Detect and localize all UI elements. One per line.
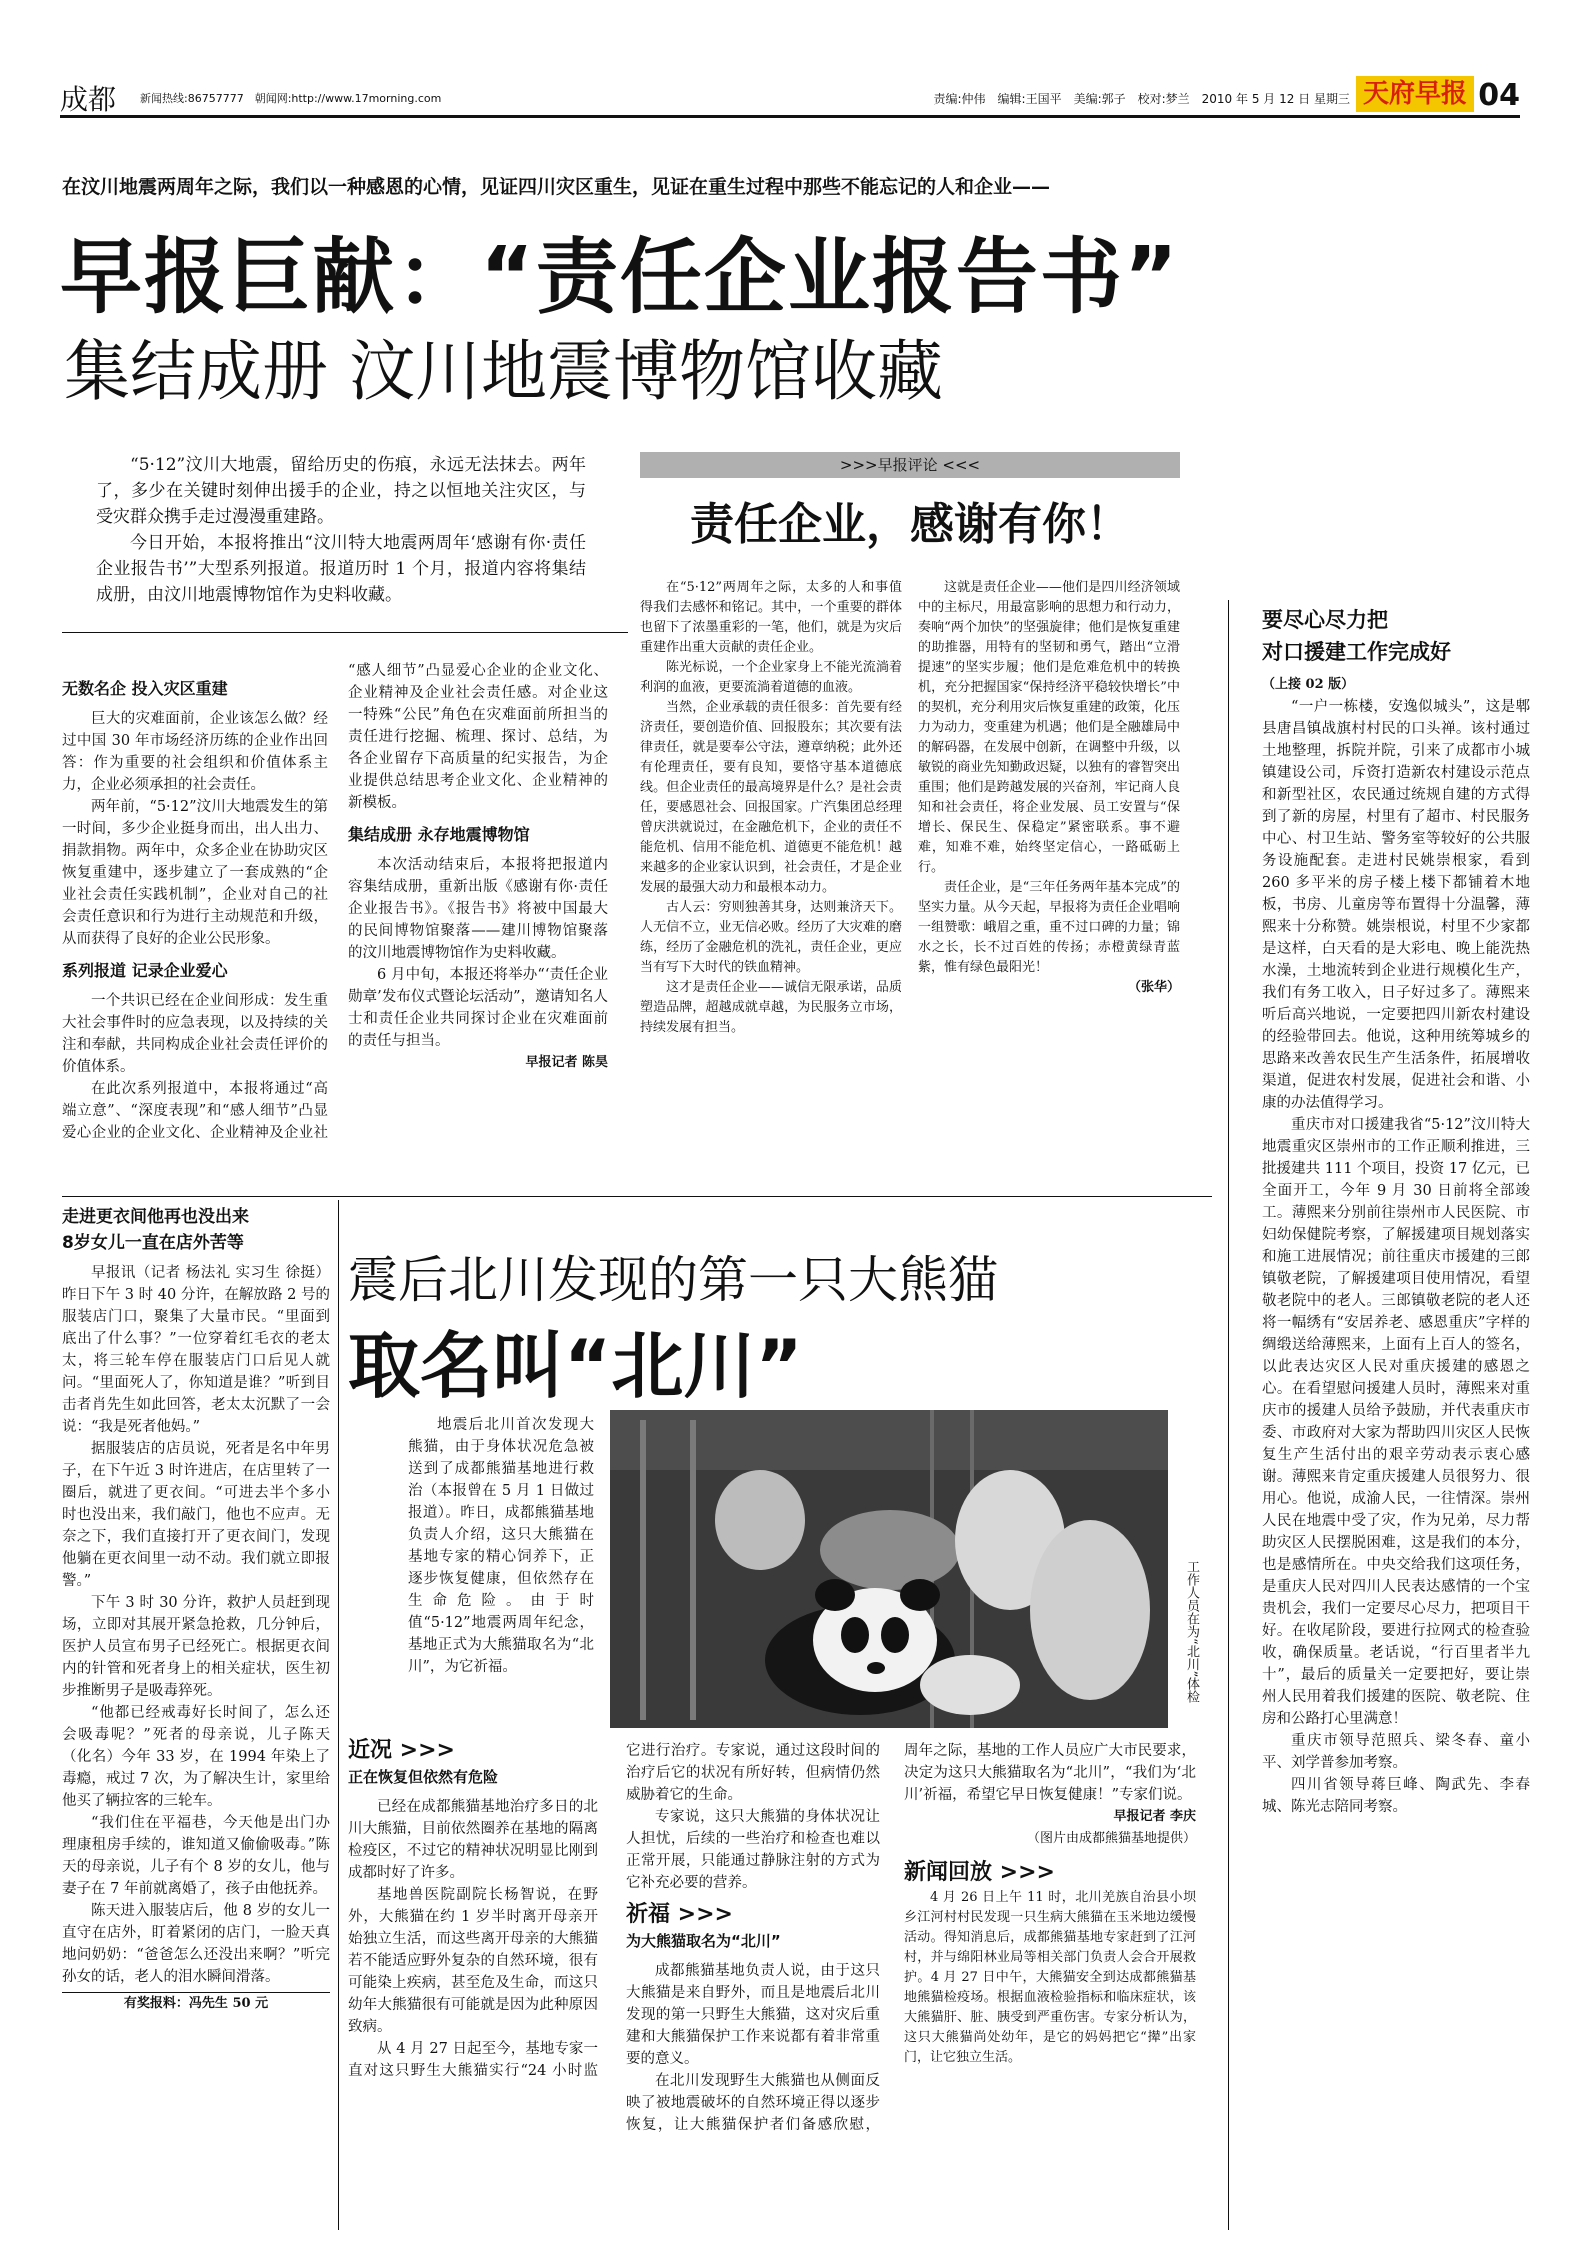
page-header bbox=[60, 78, 1520, 118]
panda-subheadline: 取名叫“北川” bbox=[348, 1324, 803, 1408]
commentary-p7: 责任企业，是“三年任务两年基本完成”的坚实力量。从今天起，早报将为责任企业唱响一组赞歌：峨眉之重，重不过口碑的力量；锦水之长，长不过百姓的传扬；赤橙黄绿青蓝紫，惟有绿色最阳光！ bbox=[918, 880, 1180, 975]
commentary-byline: （张华） bbox=[1127, 980, 1180, 995]
news-left-p2: 据服装店的店员说，死者是名中年男子，在下午近 3 时许进店，在店里转了一圈后，就进了更衣间。“可进去半个多小时也没出来，我们敲门，他也不应声。无奈之下，我们直接打开了更衣间门，发现他躺在更衣间里一动不动。我们就立即报警。” bbox=[62, 1441, 330, 1589]
commentary-p5: 这才是责任企业——诚信无限承诺，品质塑造品牌，超越成就卓越，为民服务立市场，持续发展有担当。 bbox=[640, 980, 902, 1035]
editors-text: 责编:仲伟 编辑:王国平 美编:郭子 校对:梦兰 2010 年 5 月 12 日 星期三 bbox=[933, 92, 1350, 106]
sidebar-title-1: 要尽心尽力把 bbox=[1262, 608, 1388, 632]
sidebar-continued: （上接 02 版） bbox=[1262, 677, 1355, 692]
commentary-title: 责任企业，感谢有你！ bbox=[690, 499, 1130, 550]
news-left-p4: “他都已经戒毒好长时间了，怎么还会吸毒呢？”死者的母亲说，儿子陈天（化名）今年 33 岁，在 1994 年染上了毒瘾，戒过 7 次，为了解决生计，家里给他买了辆拉客的三轮车。 bbox=[62, 1705, 330, 1809]
panda-photo-credit: （图片由成都熊猫基地提供） bbox=[1026, 1831, 1196, 1846]
news-left-title-1: 走进更衣间他再也没出来 bbox=[62, 1207, 249, 1227]
panda-s1-p3: 从 4 月 27 日起至今，基地专家一直对这只野生大熊猫实行“24 小时监 bbox=[348, 2041, 598, 2079]
panda-byline: 早报记者 李庆 bbox=[1113, 1809, 1196, 1824]
lead-col-1 bbox=[62, 668, 328, 1144]
panda-s1-sub: 正在恢复但依然有危险 bbox=[348, 1768, 499, 1786]
panda-s1-p1: 已经在成都熊猫基地治疗多日的北川大熊猫，目前依然圈养在基地的隔离检疫区，不过它的精神状况明显比刚到成都时好了许多。 bbox=[348, 1799, 598, 1881]
sidebar-body bbox=[1262, 674, 1530, 1818]
panda-col-2 bbox=[626, 1740, 880, 2136]
divider bbox=[62, 632, 628, 633]
lead-p4-cont: “感人细节”凸显爱心企业的企业文化、企业精神及企业社会责任感。对企业这一特殊“公民”角色在灾难面前所担当的责任进行挖掘、梳理、探讨、总结，为各企业留存下高质量的纪实报告，为企业提供总结思考企业文化、企业精神的新模板。 bbox=[348, 663, 608, 811]
commentary-col-2 bbox=[918, 578, 1180, 998]
panda-s3-p1: 4 月 26 日上午 11 时，北川羌族自治县小坝乡江河村村民发现一只生病大熊猫在玉米地边缓慢活动。得知消息后，成都熊猫基地专家赶到了江河村，并与绵阳林业局等相关部门负责人会合开展救护。4 月 27 日中午，大熊猫安全到达成都熊猫基地熊猫检疫场。根据血液检验指标和临床症状，该大熊猫肝、脏、胰受到严重伤害。专家分析认为，这只大熊猫尚处幼年，是它的妈妈把它“撵”出家门，让它独立生活。 bbox=[904, 1890, 1196, 2065]
divider bbox=[1228, 600, 1229, 2230]
panda-s3-head: 新闻回放 >>> bbox=[904, 1860, 1055, 1885]
lead-subheadline: 集结成册 汶川地震博物馆收藏 bbox=[64, 333, 943, 410]
sidebar-title bbox=[1262, 604, 1522, 668]
commentary-p2: 陈光标说，一个企业家身上不能光流淌着利润的血液，更要流淌着道德的血液。 bbox=[640, 660, 902, 695]
lead-col-2 bbox=[348, 660, 608, 1074]
hotline-text: 新闻热线:86757777 朝闻网:http://www.17morning.com bbox=[140, 92, 442, 105]
panda-s2-p2-cont: 周年之际，基地的工作人员应广大市民要求，决定为这只大熊猫取名为“北川”，“我们为‘北川’祈福，希望它早日恢复健康！”专家们说。 bbox=[904, 1743, 1196, 1803]
panda-s2-sub: 为大熊猫取名为“北川” bbox=[626, 1932, 781, 1950]
news-left-reward: 有奖报料：冯先生 50 元 bbox=[62, 1992, 330, 2015]
panda-s1-head: 近况 >>> bbox=[348, 1738, 455, 1763]
commentary-p1: 在“5·12”两周年之际，太多的人和事值得我们去感怀和铭记。其中，一个重要的群体也留下了浓墨重彩的一笔，他们，就是为灾后重建作出重大贡献的责任企业。 bbox=[640, 580, 902, 655]
panda-s1-p4: 专家说，这只大熊猫的身体状况让人担忧，后续的一些治疗和检查也难以正常开展，只能通过静脉注射的方式为它补充必要的营养。 bbox=[626, 1809, 880, 1891]
panda-photo bbox=[610, 1410, 1168, 1728]
sidebar-p3: 重庆市领导范照兵、梁冬春、童小平、刘学普参加考察。 bbox=[1262, 1733, 1530, 1771]
panda-s2-p2: 在北川发现野生大熊猫也从侧面反映了被地震破坏的自然环境正得以逐步恢复，让大熊猫保护者们备感欣慰， bbox=[626, 2073, 880, 2133]
panda-col-3 bbox=[904, 1740, 1196, 2068]
commentary-p4: 古人云：穷则独善其身，达则兼济天下。人无信不立，业无信必败。经历了大灾难的磨练，经历了金融危机的洗礼，责任企业，更应当有写下大时代的铁血精神。 bbox=[640, 900, 902, 975]
news-left-p1: 早报讯（记者 杨法礼 实习生 徐挺）昨日下午 3 时 40 分许，在解放路 2 号的服装店门口，聚集了大量市民。“里面到底出了什么事？”一位穿着红毛衣的老太太，将三轮车停在服装店门口后见人就问。“里面死人了，你知道是谁？”听到目击者肖先生如此回答，老太太沉默了一会说：“我是死者他妈。” bbox=[62, 1265, 330, 1435]
masthead-logo: 天府早报 bbox=[1356, 76, 1474, 112]
lead-p6: 6 月中旬，本报还将举办“‘责任企业勋章’发布仪式暨论坛活动”，邀请知名人士和责任企业共同探讨企业在灾难面前的责任与担当。 bbox=[348, 967, 608, 1049]
panda-col-1 bbox=[348, 1740, 598, 2082]
lead-byline: 早报记者 陈昊 bbox=[525, 1055, 608, 1070]
lead-p5: 本次活动结束后，本报将把报道内容集结成册，重新出版《感谢有你·责任企业报告书》。《报告书》将被中国最大的民间博物馆聚落——建川博物馆聚落的汶川地震博物馆作为史料收藏。 bbox=[348, 857, 608, 961]
lead-kicker: 在汶川地震两周年之际，我们以一种感恩的心情，见证四川灾区重生，见证在重生过程中那些不能忘记的人和企业—— bbox=[62, 176, 1051, 198]
lead-sub3: 集结成册 永存地震博物馆 bbox=[348, 825, 530, 844]
news-left-p3: 下午 3 时 30 分许，救护人员赶到现场，立即对其展开紧急抢救，几分钟后，医护人员宣布男子已经死亡。根据更衣间内的针管和死者身上的相关症状，医生初步推断男子是吸毒猝死。 bbox=[62, 1595, 330, 1699]
panda-s1-p2: 基地兽医院副院长杨智说，在野外，大熊猫在约 1 岁半时离开母亲开始独立生活，而这些离开母亲的大熊猫若不能适应野外复杂的自然环境，很有可能染上疾病，甚至危及生命，而这只幼年大熊猫很有可能就是因为此种原因致病。 bbox=[348, 1887, 598, 2035]
panda-photo-image bbox=[610, 1410, 1168, 1728]
panda-s2-head: 祈福 >>> bbox=[626, 1902, 733, 1927]
commentary-bar: >>>早报评论 <<< bbox=[640, 452, 1180, 478]
lead-intro bbox=[96, 452, 586, 608]
commentary-p3: 当然，企业承载的责任很多：首先要有经济责任，要创造价值、回报股东；其次要有法律责任，就是要奉公守法，遵章纳税；此外还有伦理责任，要有良知，要恪守基本道德底线。但企业责任的最高境界是什么？是社会责任，要感恩社会、回报国家。广汽集团总经理曾庆洪就说过，在金融危机下，企业的责任不能危机、信用不能危机、道德更不能危机！越来越多的企业家认识到，社会责任，才是企业发展的最强大动力和最根本动力。 bbox=[640, 700, 902, 895]
commentary-col-1 bbox=[640, 578, 902, 1038]
news-left bbox=[62, 1204, 330, 2015]
sidebar-p2: 重庆市对口援建我省“5·12”汶川特大地震重灾区崇州市的工作正顺利推进，三批援建共 111 个项目，投资 17 亿元，已全面开工，今年 9 月 30 日前将全部竣工。薄熙来分别前往崇州市人民医院、市妇幼保健院考察，了解援建项目规划落实和施工进展情况；前往重庆市援建的三郎镇敬老院，了解援建项目使用情况，看望敬老院中的老人。三郎镇敬老院的老人还将一幅绣有“安居养老、感恩重庆”字样的绸缎送给薄熙来，上面有上百人的签名，以此表达灾区人民对重庆援建的感恩之心。在看望慰问援建人员时，薄熙来对重庆市的援建人员给予鼓励，并代表重庆市委、市政府对大家为帮助四川灾区人民恢复生产生活付出的艰辛劳动表示衷心感谢。薄熙来肯定重庆援建人员很努力、很用心。他说，成渝人民，一往情深。崇州人民在地震中受了灾，作为兄弟，尽力帮助灾区人民摆脱困难，这是我们的本分，也是感情所在。中央交给我们这项任务，是重庆人民对四川人民表达感情的一个宝贵机会，我们一定要尽心尽力，把项目干好。在收尾阶段，要进行拉网式的检查验收，确保质量。老话说，“行百里者半九十”，最后的质量关一定要把好，要让崇州人民用着我们援建的医院、敬老院、住房和公路打心里满意！ bbox=[1262, 1117, 1530, 1727]
news-left-title-2: 8岁女儿一直在店外苦等 bbox=[62, 1233, 244, 1253]
commentary-p6: 这就是责任企业——他们是四川经济领域中的主标尺，用最富影响的思想力和行动力，奏响“两个加快”的坚强旋律；他们是恢复重建的助推器，用特有的坚韧和勇气，踏出“立滑提速”的坚实步履；他们是危难危机中的转换机，充分把握国家“保持经济平稳较快增长”中的契机，充分利用灾后恢复重建的政策，化压力为动力，变重建为机遇；他们是全融雄局中的解码器，在发展中创新，在调整中升级，以敏锐的商业先知勤政迟疑，以独有的睿智突出重围；他们是跨越发展的兴奋剂，牢记商人良知和社会责任，将企业发展、员工安置与“保增长、保民生、保稳定”紧密联系。事不避难，知难不难，始终坚定信心，一路砥砺上行。 bbox=[918, 580, 1180, 875]
page-number: 04 bbox=[1478, 78, 1520, 113]
sidebar-p1: “一户一栋楼，安逸似城头”，这是郫县唐昌镇战旗村村民的口头禅。该村通过土地整理，拆院并院，引来了成都市小城镇建设公司，斥资打造新农村建设示范点和新型社区，农民通过统规自建的方式得到了新的房屋，村里有了超市、村民服务中心、村卫生站、警务室等较好的公共服务设施配套。走进村民姚崇根家，看到 260 多平米的房子楼上楼下都铺着木地板，书房、儿童房等布置得十分温馨，薄熙来十分称赞。姚崇根说，村里不少家都是这样，白天看的是大彩电、晚上能洗热水澡，土地流转到企业进行规模化生产，我们有务工收入，日子好过多了。薄熙来听后高兴地说，一定要把四川新农村建设的经验带回去。他说，这种用统筹城乡的思路来改善农民生产生活条件，拓展增收渠道，促进农村发展，促进社会和谐、小康的办法值得学习。 bbox=[1262, 699, 1530, 1111]
sidebar-title-2: 对口援建工作完成好 bbox=[1262, 640, 1451, 664]
panda-headline: 震后北川发现的第一只大熊猫 bbox=[348, 1251, 998, 1309]
lead-p3: 一个共识已经在企业间形成：发生重大社会事件时的应急表现，以及持续的关注和奉献，共同构成企业社会责任评价的价值体系。 bbox=[62, 993, 328, 1075]
lead-intro-p1: “5·12”汶川大地震，留给历史的伤痕，永远无法抹去。两年了，多少在关键时刻伸出援手的企业，持之以恒地关注灾区，与受灾群众携手走过漫漫重建路。 bbox=[96, 455, 586, 527]
section-name: 成都 bbox=[60, 83, 117, 116]
lead-p4: 在此次系列报道中，本报将通过“高端立意”、“深度表现”和“感人细节”凸显爱心企业的企业文化、企业精神及企业社 bbox=[62, 1081, 328, 1141]
divider bbox=[338, 1200, 339, 2230]
panda-s1-p3-cont: 它进行治疗。专家说，通过这段时间的治疗后它的状况有所好转，但病情仍然威胁着它的生命。 bbox=[626, 1743, 880, 1803]
news-left-p6: 陈天进入服装店后，他 8 岁的女儿一直守在店外，盯着紧闭的店门，一脸天真地问奶奶：“爸爸怎么还没出来啊？”听完孙女的话，老人的泪水瞬间滑落。 bbox=[62, 1903, 330, 1985]
lead-p2: 两年前，“5·12”汶川大地震发生的第一时间，多少企业挺身而出，出人出力、捐款捐物。两年中，众多企业在协助灾区恢复重建中，逐步建立了一套成熟的“企业社会责任实践机制”，企业对自己的社会责任意识和行为进行主动规范和升级，从而获得了良好的企业公民形象。 bbox=[62, 799, 328, 947]
lead-intro-p2: 今日开始，本报将推出“汶川特大地震两周年‘感谢有你·责任企业报告书’”大型系列报道。报道历时 1 个月，报道内容将集结成册，由汶川地震博物馆作为史料收藏。 bbox=[96, 533, 586, 605]
news-left-p5: “我们住在平福巷，今天他是出门办理康租房手续的，谁知道又偷偷吸毒。”陈天的母亲说，儿子有个 8 岁的女儿，他与妻子在 7 年前就离婚了，孩子由他抚养。 bbox=[62, 1815, 330, 1897]
lead-headline: 早报巨献：“责任企业报告书” bbox=[60, 230, 1180, 325]
lead-p1: 巨大的灾难面前，企业该怎么做？经过中国 30 年市场经济历练的企业作出回答：作为重要的社会组织和价值体系主力，企业必须承担的社会责任。 bbox=[62, 711, 328, 793]
divider bbox=[62, 1196, 1212, 1197]
lead-sub1: 无数名企 投入灾区重建 bbox=[62, 679, 228, 698]
panda-photo-caption: 工作人员在为“北川”体检 bbox=[1184, 1560, 1199, 1704]
panda-s2-p1: 成都熊猫基地负责人说，由于这只大熊猫是来自野外，而且是地震后北川发现的第一只野生大熊猫，这对灾后重建和大熊猫保护工作来说都有着非常重要的意义。 bbox=[626, 1963, 880, 2067]
sidebar-p4: 四川省领导蒋巨峰、陶武先、李春城、陈光志陪同考察。 bbox=[1262, 1777, 1530, 1815]
lead-sub2: 系列报道 记录企业爱心 bbox=[62, 961, 228, 980]
panda-intro-text: 地震后北川首次发现大熊猫，由于身体状况危急被送到了成都熊猫基地进行救治（本报曾在 5 月 1 日做过报道）。昨日，成都熊猫基地负责人介绍，这只大熊猫在基地专家的精心饲养下，正逐步恢复健康，但依然存在生命危险。由于时值“5·12”地震两周年纪念，基地正式为大熊猫取名为“北川”，为它祈福。 bbox=[408, 1417, 594, 1675]
panda-intro bbox=[408, 1414, 594, 1678]
